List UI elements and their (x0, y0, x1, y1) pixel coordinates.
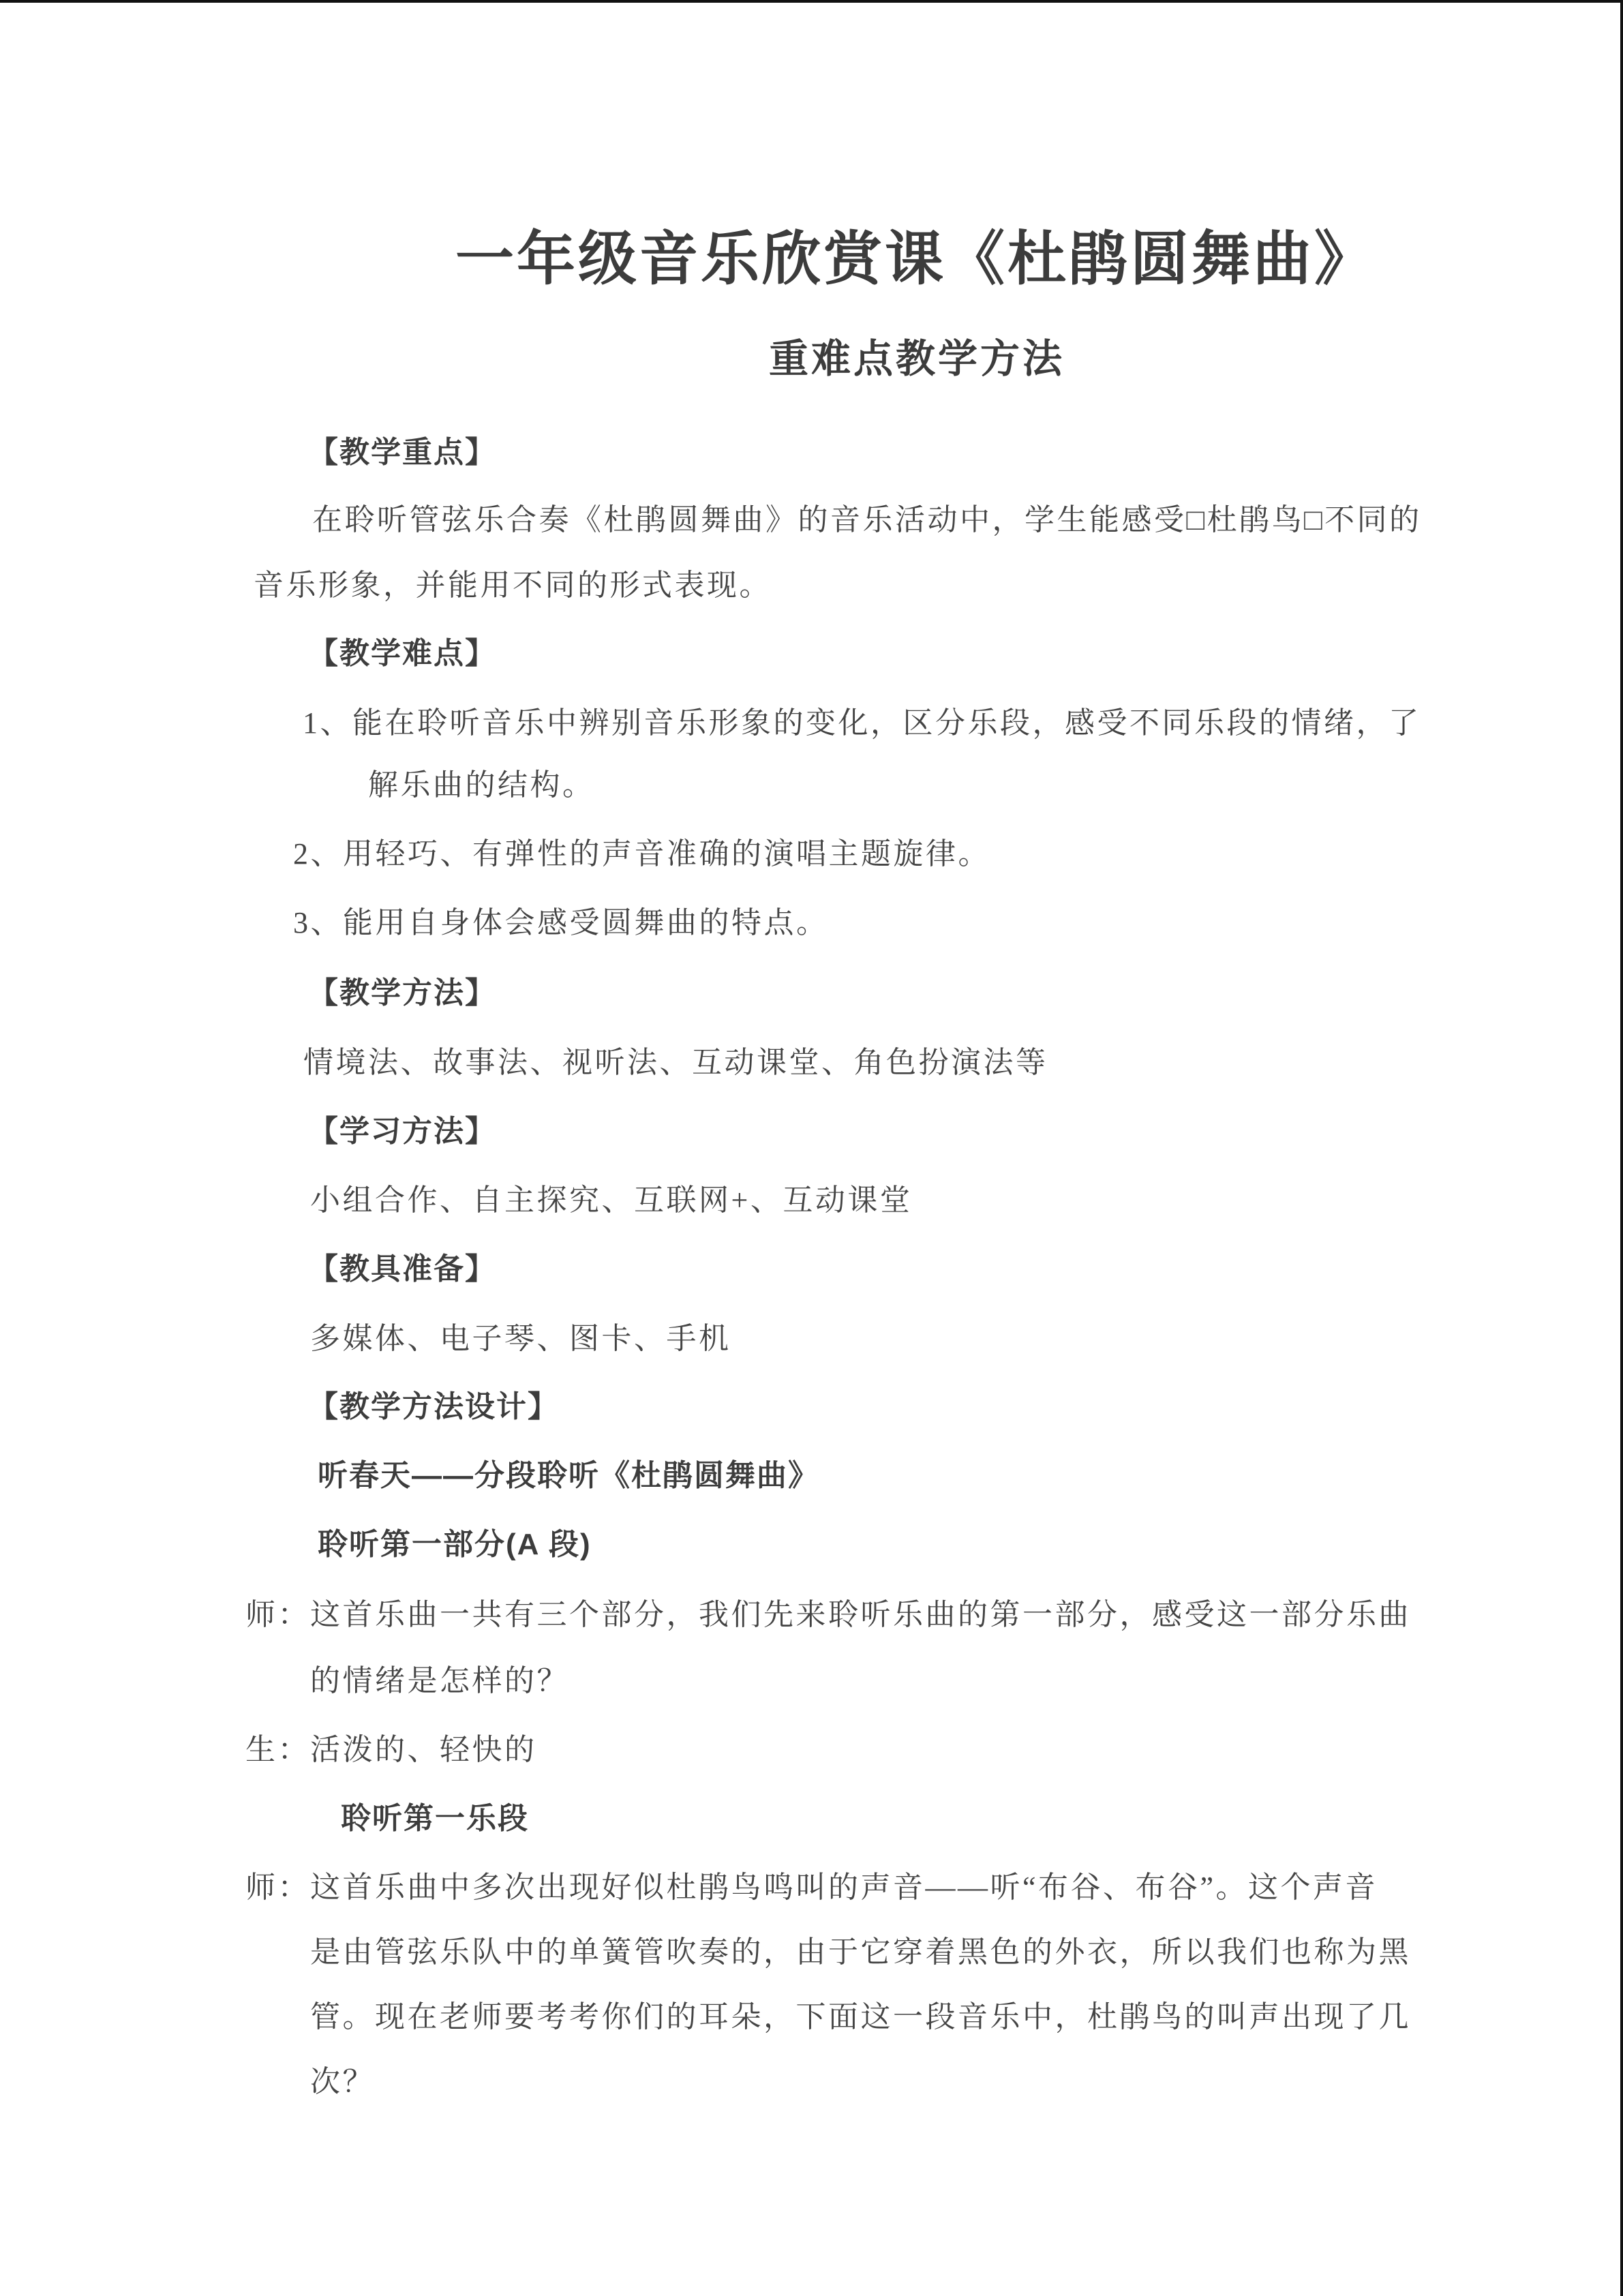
document-title: 一年级音乐欣赏课《杜鹃圆舞曲》 (455, 226, 1376, 292)
key-points-paragraph-line: 音乐形象，并能用不同的形式表现。 (254, 569, 772, 602)
difficulty-item-2: 2、用轻巧、有弹性的声音准确的演唱主题旋律。 (293, 837, 990, 871)
teacher-dialogue-line: 师：这首乐曲中多次出现好似杜鹃鸟鸣叫的声音——听“布谷、布谷”。这个声音 (245, 1871, 1378, 1904)
section-heading-teaching-methods: 【教学方法】 (308, 976, 496, 1010)
document-subtitle: 重难点教学方法 (769, 337, 1065, 381)
section-heading-design: 【教学方法设计】 (308, 1390, 559, 1423)
learning-methods-text: 小组合作、自主探究、互联网+、互动课堂 (310, 1183, 913, 1217)
difficulty-item-3: 3、能用自身体会感受圆舞曲的特点。 (293, 906, 829, 939)
teacher-dialogue-line: 师：这首乐曲一共有三个部分，我们先来聆听乐曲的第一部分，感受这一部分乐曲 (245, 1598, 1411, 1631)
design-subheading-first-phrase: 聆听第一乐段 (341, 1802, 529, 1835)
section-heading-materials: 【教具准备】 (308, 1252, 496, 1286)
difficulty-item-1-continuation: 解乐曲的结构。 (368, 768, 595, 802)
student-dialogue-line: 生：活泼的、轻快的 (245, 1733, 537, 1766)
key-points-paragraph-line: 在聆听管弦乐合奏《杜鹃圆舞曲》的音乐活动中，学生能感受□杜鹃鸟□不同的 (312, 503, 1422, 537)
section-heading-key-points: 【教学重点】 (308, 436, 496, 469)
teacher-dialogue-line: 的情绪是怎样的？ (310, 1664, 569, 1697)
materials-text: 多媒体、电子琴、图卡、手机 (310, 1322, 731, 1355)
difficulty-item-1: 1、能在聆听音乐中辨别音乐形象的变化，区分乐段，感受不同乐段的情绪，了 (303, 706, 1421, 740)
design-subheading-part-a: 聆听第一部分(A 段) (318, 1528, 592, 1561)
section-heading-difficulties: 【教学难点】 (308, 637, 496, 670)
teaching-methods-text: 情境法、故事法、视听法、互动课堂、角色扮演法等 (303, 1046, 1048, 1079)
teacher-dialogue-line: 管。现在老师要考考你们的耳朵，下面这一段音乐中，杜鹃鸟的叫声出现了几 (310, 2000, 1411, 2034)
section-heading-learning-methods: 【学习方法】 (308, 1115, 496, 1148)
teacher-dialogue-line: 是由管弦乐队中的单簧管吹奏的，由于它穿着黑色的外衣，所以我们也称为黑 (310, 1935, 1411, 1969)
design-subheading-listen-spring: 听春天——分段聆听《杜鹃圆舞曲》 (318, 1459, 819, 1492)
teacher-dialogue-line: 次？ (310, 2065, 375, 2098)
